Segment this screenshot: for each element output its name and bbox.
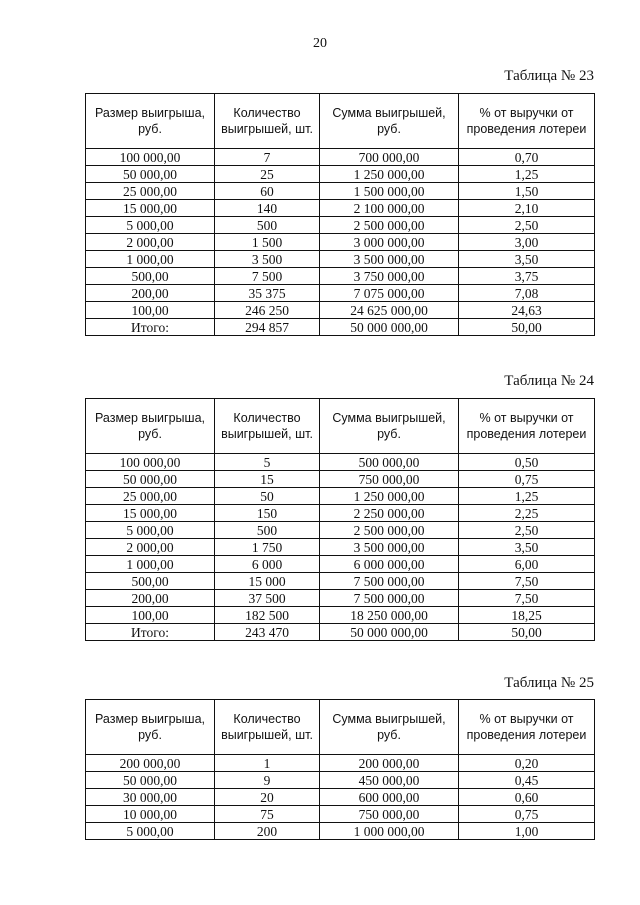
cell-prize-size: Итого: [86,624,215,641]
cell-prize-sum: 1 000 000,00 [320,823,459,840]
table-row [86,590,595,607]
table-row [86,268,595,285]
cell-prize-sum: 200 000,00 [320,755,459,772]
table-row [86,522,595,539]
cell-prize-sum: 2 500 000,00 [320,217,459,234]
cell-prize-size: 30 000,00 [86,789,215,806]
table-row [86,285,595,302]
cell-prize-sum: 7 500 000,00 [320,573,459,590]
cell-prize-count: 5 [215,454,320,471]
cell-prize-sum: 50 000 000,00 [320,624,459,641]
cell-prize-sum: 3 000 000,00 [320,234,459,251]
cell-prize-size: 5 000,00 [86,522,215,539]
cell-prize-count: 35 375 [215,285,320,302]
header-prize-count: Количество выигрышей, шт. [215,94,320,149]
table-row [86,556,595,573]
prize-table-25 [85,699,595,840]
cell-revenue-percent: 1,25 [459,166,595,183]
header-revenue-percent: % от выручки от проведения лотереи [459,94,595,149]
cell-prize-sum: 18 250 000,00 [320,607,459,624]
cell-revenue-percent: 50,00 [459,319,595,336]
table-row [86,149,595,166]
cell-revenue-percent: 3,00 [459,234,595,251]
table-row [86,251,595,268]
cell-prize-sum: 50 000 000,00 [320,319,459,336]
table-header-row [86,700,595,755]
header-revenue-percent: % от выручки от проведения лотереи [459,399,595,454]
cell-prize-sum: 450 000,00 [320,772,459,789]
cell-prize-size: 15 000,00 [86,505,215,522]
cell-prize-count: 37 500 [215,590,320,607]
table-caption-24: Таблица № 24 [504,373,594,389]
cell-prize-count: 200 [215,823,320,840]
header-prize-sum: Сумма выигрышей, руб. [320,700,459,755]
cell-prize-count: 500 [215,522,320,539]
prize-table-23 [85,93,595,336]
prize-table-24 [85,398,595,641]
cell-prize-sum: 700 000,00 [320,149,459,166]
cell-revenue-percent: 0,20 [459,755,595,772]
cell-prize-count: 294 857 [215,319,320,336]
cell-prize-count: 500 [215,217,320,234]
table-row [86,772,595,789]
header-prize-count: Количество выигрышей, шт. [215,399,320,454]
table-row [86,166,595,183]
table-row [86,302,595,319]
cell-revenue-percent: 3,75 [459,268,595,285]
table-row [86,488,595,505]
cell-revenue-percent: 50,00 [459,624,595,641]
cell-prize-size: 100 000,00 [86,454,215,471]
cell-prize-size: 200,00 [86,590,215,607]
cell-prize-size: 200,00 [86,285,215,302]
cell-prize-size: 2 000,00 [86,234,215,251]
cell-revenue-percent: 2,50 [459,522,595,539]
cell-prize-count: 60 [215,183,320,200]
table-row [86,200,595,217]
table-row [86,505,595,522]
cell-revenue-percent: 24,63 [459,302,595,319]
table-row [86,183,595,200]
table-row [86,539,595,556]
cell-revenue-percent: 0,70 [459,149,595,166]
cell-prize-size: 10 000,00 [86,806,215,823]
cell-revenue-percent: 1,25 [459,488,595,505]
cell-revenue-percent: 3,50 [459,251,595,268]
cell-prize-count: 1 [215,755,320,772]
cell-prize-count: 1 500 [215,234,320,251]
cell-prize-size: 500,00 [86,268,215,285]
cell-prize-sum: 1 250 000,00 [320,166,459,183]
cell-prize-count: 15 [215,471,320,488]
cell-prize-count: 150 [215,505,320,522]
cell-prize-count: 15 000 [215,573,320,590]
total-row [86,319,595,336]
cell-prize-size: 15 000,00 [86,200,215,217]
cell-prize-sum: 7 500 000,00 [320,590,459,607]
cell-revenue-percent: 2,25 [459,505,595,522]
cell-prize-size: 5 000,00 [86,823,215,840]
header-prize-size: Размер выигрыша, руб. [86,399,215,454]
table-row [86,234,595,251]
cell-prize-count: 246 250 [215,302,320,319]
cell-prize-count: 50 [215,488,320,505]
cell-prize-sum: 2 250 000,00 [320,505,459,522]
cell-prize-count: 182 500 [215,607,320,624]
cell-revenue-percent: 1,00 [459,823,595,840]
cell-prize-size: Итого: [86,319,215,336]
cell-revenue-percent: 7,08 [459,285,595,302]
cell-prize-count: 7 [215,149,320,166]
cell-revenue-percent: 0,75 [459,471,595,488]
cell-revenue-percent: 3,50 [459,539,595,556]
table-row [86,806,595,823]
cell-prize-sum: 3 750 000,00 [320,268,459,285]
table-row [86,755,595,772]
table-row [86,471,595,488]
cell-prize-sum: 2 500 000,00 [320,522,459,539]
cell-prize-size: 200 000,00 [86,755,215,772]
cell-prize-count: 75 [215,806,320,823]
header-prize-count: Количество выигрышей, шт. [215,700,320,755]
table-row [86,789,595,806]
cell-prize-size: 50 000,00 [86,772,215,789]
cell-prize-size: 50 000,00 [86,471,215,488]
cell-revenue-percent: 1,50 [459,183,595,200]
cell-prize-size: 100,00 [86,607,215,624]
table-header-row [86,399,595,454]
cell-prize-sum: 3 500 000,00 [320,539,459,556]
cell-prize-size: 500,00 [86,573,215,590]
table-row [86,454,595,471]
cell-revenue-percent: 18,25 [459,607,595,624]
cell-prize-size: 25 000,00 [86,488,215,505]
table-caption-23: Таблица № 23 [504,68,594,84]
table-row [86,217,595,234]
table-caption-25: Таблица № 25 [504,675,594,691]
cell-prize-sum: 24 625 000,00 [320,302,459,319]
cell-prize-count: 1 750 [215,539,320,556]
cell-prize-count: 140 [215,200,320,217]
header-revenue-percent: % от выручки от проведения лотереи [459,700,595,755]
cell-prize-sum: 750 000,00 [320,806,459,823]
cell-prize-sum: 600 000,00 [320,789,459,806]
cell-prize-count: 20 [215,789,320,806]
cell-prize-count: 6 000 [215,556,320,573]
cell-prize-size: 25 000,00 [86,183,215,200]
cell-revenue-percent: 2,50 [459,217,595,234]
cell-prize-count: 243 470 [215,624,320,641]
cell-prize-size: 100,00 [86,302,215,319]
header-prize-sum: Сумма выигрышей, руб. [320,399,459,454]
table-row [86,573,595,590]
cell-prize-size: 5 000,00 [86,217,215,234]
cell-revenue-percent: 6,00 [459,556,595,573]
cell-revenue-percent: 0,50 [459,454,595,471]
header-prize-sum: Сумма выигрышей, руб. [320,94,459,149]
cell-prize-count: 7 500 [215,268,320,285]
cell-prize-size: 2 000,00 [86,539,215,556]
cell-revenue-percent: 0,75 [459,806,595,823]
cell-prize-sum: 2 100 000,00 [320,200,459,217]
cell-prize-count: 3 500 [215,251,320,268]
table-row [86,607,595,624]
table-row [86,823,595,840]
cell-revenue-percent: 0,45 [459,772,595,789]
header-prize-size: Размер выигрыша, руб. [86,94,215,149]
cell-prize-size: 1 000,00 [86,556,215,573]
cell-revenue-percent: 7,50 [459,573,595,590]
cell-prize-size: 100 000,00 [86,149,215,166]
cell-prize-sum: 1 500 000,00 [320,183,459,200]
cell-prize-sum: 1 250 000,00 [320,488,459,505]
cell-revenue-percent: 2,10 [459,200,595,217]
cell-prize-count: 9 [215,772,320,789]
cell-prize-sum: 750 000,00 [320,471,459,488]
cell-prize-sum: 500 000,00 [320,454,459,471]
total-row [86,624,595,641]
cell-prize-sum: 6 000 000,00 [320,556,459,573]
cell-revenue-percent: 0,60 [459,789,595,806]
cell-prize-count: 25 [215,166,320,183]
cell-prize-sum: 3 500 000,00 [320,251,459,268]
cell-revenue-percent: 7,50 [459,590,595,607]
cell-prize-size: 50 000,00 [86,166,215,183]
page-number: 20 [313,36,327,51]
header-prize-size: Размер выигрыша, руб. [86,700,215,755]
cell-prize-sum: 7 075 000,00 [320,285,459,302]
cell-prize-size: 1 000,00 [86,251,215,268]
table-header-row [86,94,595,149]
